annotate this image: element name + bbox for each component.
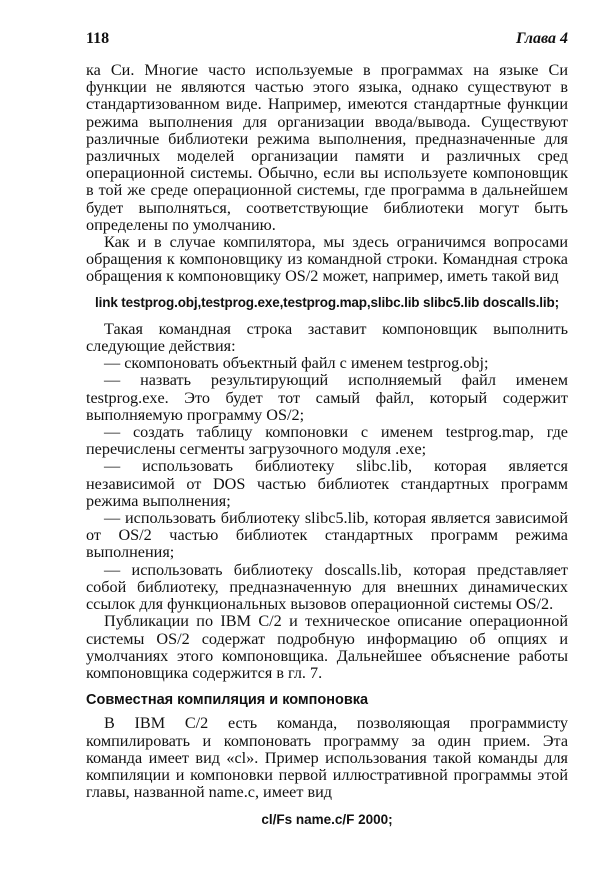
page-header: [86, 30, 568, 54]
list-item: — использовать библиотеку slibc5.lib, которая является зависимой от OS/2 частью библиотек стандартных программ режима выполнения;: [86, 509, 568, 562]
list-item: — использовать библиотеку doscalls.lib, которая представляет собой библиотеку, предназначенную для внешних динамических ссылок для функциональных вызовов операционной системы OS/2.: [86, 560, 568, 614]
chapter-title: Глава 4: [515, 30, 568, 47]
list-item: — скомпоновать объектный файл с именем testprog.obj;: [104, 354, 489, 373]
paragraph-linker-cmdline: Как и в случае компилятора, мы здесь ограничимся вопросами обращения к компоновщику из командной строки. Командная строка обращения к компоновщику OS/2 может, например, иметь такой вид: [86, 233, 568, 286]
section-heading: Совместная компиляция и компоновка: [86, 692, 369, 709]
paragraph-references: Публикации по IBM C/2 и техническое описание операционной системы OS/2 содержат подробную информацию об опциях и умолчаниях этого компоновщика. Дальнейшее объяснение работы компоновщика содержится в гл. 7.: [86, 612, 568, 682]
page-body: [86, 62, 568, 829]
list-item: — использовать библиотеку slibc.lib, которая является независимой от DOS частью библиотек стандартных программ режима выполнения;: [86, 457, 568, 510]
list-item: — назвать результирующий исполняемый файл именем testprog.exe. Это будет тот самый файл, который содержит выполняемую программу OS/2;: [86, 371, 568, 424]
paragraph-intro: ка Си. Многие часто используемые в программах на языке Си функции не являются частью этого языка, однако существуют в стандартизованном виде. Например, имеются стандартные функции режима выполнения для организации ввода/вывода. Существуют различные библиотеки режима выполнения, предназначенные для различных моделей организации памяти и различных сред операционной системы. Обычно, если вы используете компоновщик в той же среде операционной системы, где программа в дальнейшем будет выполняться, соответствующие библиотеки могут быть определены по умолчанию.: [86, 61, 568, 234]
page-number: 118: [86, 30, 110, 47]
list-item: — создать таблицу компоновки с именем testprog.map, где перечислены сегменты загрузочного модуля .exe;: [86, 423, 568, 459]
cl-command-example: cl/Fs name.c/F 2000;: [261, 812, 393, 828]
link-command-example: link testprog.obj,testprog.exe,testprog.map,slibc.lib slibc5.lib doscalls.lib;: [95, 294, 559, 310]
paragraph-cl-command: В IBM C/2 есть команда, позволяющая программисту компилировать и компоновать программу за один прием. Эта команда имеет вид «cl». Пример использования такой команды для компиляции и компоновки первой иллюстративной программы этой главы, названной name.c, имеет вид: [86, 714, 568, 802]
actions-list: [86, 355, 568, 613]
paragraph-actions-intro: Такая командная строка заставит компоновщик выполнить следующие действия:: [86, 319, 568, 356]
